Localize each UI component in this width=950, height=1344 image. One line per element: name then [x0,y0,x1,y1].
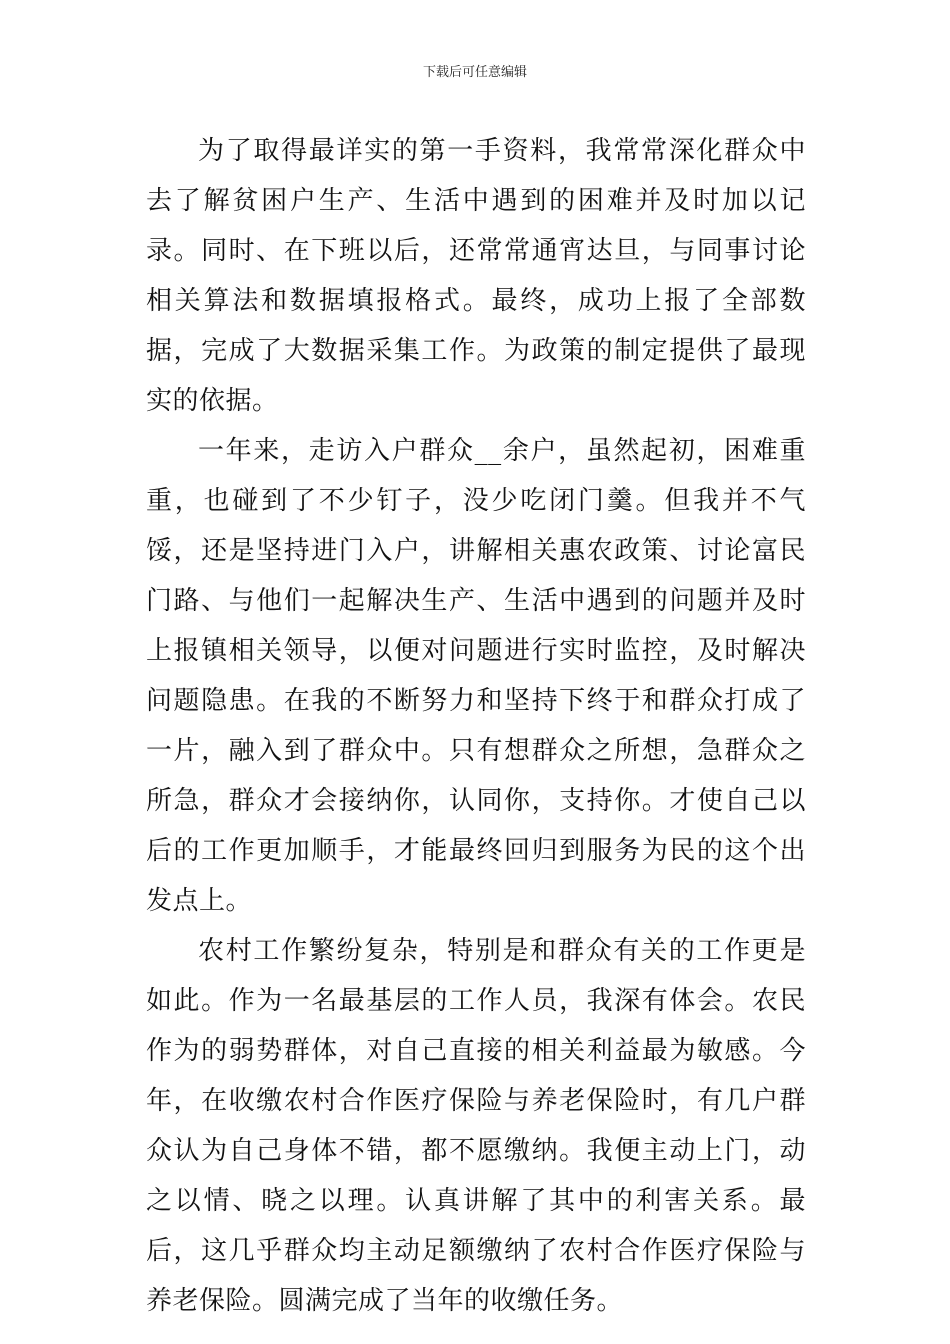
paragraph-1: 为了取得最详实的第一手资料，我常常深化群众中去了解贫困户生产、生活中遇到的困难并及时加以记录。同时、在下班以后，还常常通宵达旦，与同事讨论相关算法和数据填报格式。最终，成功上报了全部数据，完成了大数据采集工作。为政策的制定提供了最现实的依据。 [146,136,806,416]
paragraph-3: 农村工作繁纷复杂，特别是和群众有关的工作更是如此。作为一名最基层的工作人员，我深有体会。农民作为的弱势群体，对自己直接的相关利益最为敏感。今年，在收缴农村合作医疗保险与养老保险时，有几户群众认为自己身体不错，都不愿缴纳。我便主动上门，动之以情、晓之以理。认真讲解了其中的利害关系。最后，这几乎群众均主动足额缴纳了农村合作医疗保险与养老保险。圆满完成了当年的收缴任务。 [146,936,806,1316]
paragraph-2: 一年来，走访入户群众__余户，虽然起初，困难重重，也碰到了不少钉子，没少吃闭门羹。但我并不气馁，还是坚持进门入户，讲解相关惠农政策、讨论富民门路、与他们一起解决生产、生活中遇到的问题并及时上报镇相关领导，以便对问题进行实时监控，及时解决问题隐患。在我的不断努力和坚持下终于和群众打成了一片，融入到了群众中。只有想群众之所想，急群众之所急，群众才会接纳你，认同你，支持你。才使自己以后的工作更加顺手，才能最终回归到服务为民的这个出发点上。 [146,436,806,916]
page-header: 下载后可任意编辑 [422,65,527,80]
document-body [146,126,806,1326]
